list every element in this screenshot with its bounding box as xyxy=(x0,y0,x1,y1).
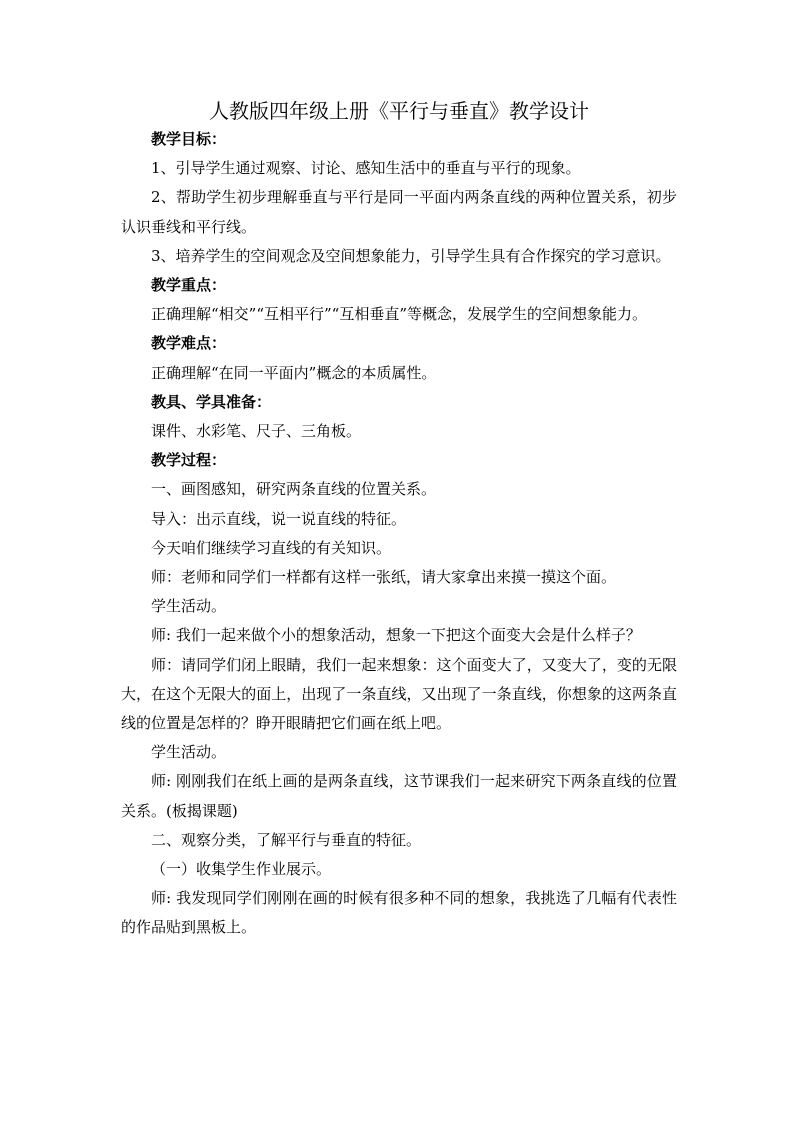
process-paragraph: 二、观察分类，了解平行与垂直的特征。 xyxy=(151,830,422,849)
process-paragraph: 今天咱们继续学习直线的有关知识。 xyxy=(151,538,392,557)
process-paragraph: 师: 我发现同学们刚刚在画的时候有很多种不同的想象，我挑选了几幅有代表性的作品贴到黑板上。 xyxy=(121,889,677,937)
process-paragraph: 师: 刚刚我们在纸上画的是两条直线，这节课我们一起来研究下两条直线的位置关系。(板揭课题) xyxy=(121,772,677,820)
document-page xyxy=(121,97,677,943)
materials-text: 课件、水彩笔、尺子、三角板。 xyxy=(151,422,362,441)
process-paragraph: 学生活动。 xyxy=(151,597,227,616)
process-heading: 教学过程： xyxy=(151,451,227,470)
process-paragraph: 师: 我们一起来做个小的想象活动，想象一下把这个面变大会是什么样子？ xyxy=(151,626,641,645)
document-title: 人教版四年级上册《平行与垂直》教学设计 xyxy=(209,99,589,123)
process-paragraph: 学生活动。 xyxy=(151,743,227,762)
difficulties-text: 正确理解“在同一平面内”概念的本质属性。 xyxy=(151,363,437,382)
key-points-text: 正确理解“相交”“互相平行”“互相垂直”等概念，发展学生的空间想象能力。 xyxy=(151,305,648,324)
goals-heading: 教学目标： xyxy=(151,130,227,148)
goal-2: 2、帮助学生初步理解垂直与平行是同一平面内两条直线的两种位置关系，初步认识垂线和平行线。 xyxy=(121,188,677,236)
process-paragraph: （一）收集学生作业展示。 xyxy=(151,860,332,879)
materials-heading: 教具、学具准备： xyxy=(151,392,272,411)
process-paragraph: 师：老师和同学们一样都有这样一张纸，请大家拿出来摸一摸这个面。 xyxy=(151,568,617,587)
difficulties-heading: 教学难点： xyxy=(151,334,227,353)
goal-1: 1、引导学生通过观察、讨论、感知生活中的垂直与平行的现象。 xyxy=(151,159,581,178)
process-paragraph: 师：请同学们闭上眼睛，我们一起来想象：这个面变大了，又变大了，变的无限大，在这个无限大的面上，出现了一条直线，又出现了一条直线，你想象的这两条直线的位置是怎样的？睁开眼睛把它们画在纸上吧。 xyxy=(121,655,677,733)
key-points-heading: 教学重点： xyxy=(151,276,227,295)
process-paragraph: 一、画图感知，研究两条直线的位置关系。 xyxy=(151,480,437,499)
process-paragraph: 导入：出示直线，说一说直线的特征。 xyxy=(151,509,407,528)
goal-3: 3、培养学生的空间观念及空间想象能力，引导学生具有合作探究的学习意识。 xyxy=(151,246,671,265)
